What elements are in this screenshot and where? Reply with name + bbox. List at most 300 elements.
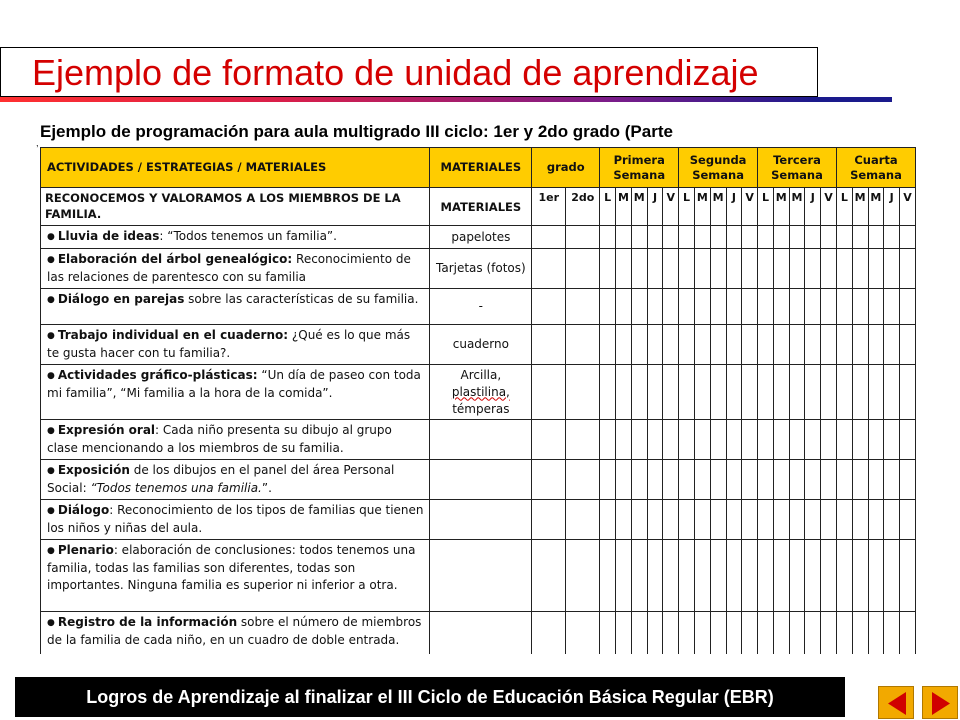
header-week-3: Tercera Semana [758,148,837,188]
day-cell: M [631,188,647,226]
schedule-cell [852,249,868,289]
activity-lead: Exposición [57,463,130,477]
schedule-cell [616,249,632,289]
schedule-cell [710,226,726,249]
schedule-cell [789,420,805,460]
schedule-cell [868,365,884,420]
schedule-cell [532,365,566,420]
schedule-cell [647,325,663,365]
schedule-cell [694,460,710,500]
bullet-icon: ● [47,426,55,436]
schedule-cell [805,249,821,289]
schedule-cell [566,612,600,655]
schedule-cell [742,249,758,289]
schedule-cell [852,612,868,655]
schedule-cell [821,325,837,365]
schedule-cell [805,226,821,249]
schedule-cell [789,460,805,500]
activity-italic: “Todos tenemos una familia. [90,481,262,495]
activity-description: sobre el número de miembros de la familia de cada niño, en un cuadro de doble entrada. [47,615,422,647]
schedule-cell [647,365,663,420]
day-cell: L [758,188,774,226]
schedule-cell [758,612,774,655]
schedule-cell [868,289,884,325]
activity-tail: ”. [261,481,272,495]
schedule-cell [694,325,710,365]
schedule-cell [710,460,726,500]
schedule-cell [631,500,647,540]
day-cell: L [679,188,695,226]
schedule-cell [900,289,916,325]
bullet-icon: ● [47,466,55,476]
schedule-cell [868,325,884,365]
schedule-cell [836,226,852,249]
schedule-cell [647,226,663,249]
schedule-cell [566,365,600,420]
schedule-cell [821,460,837,500]
day-cell: L [836,188,852,226]
schedule-cell [600,365,616,420]
activity-lead: Plenario [57,543,114,557]
schedule-cell [726,500,742,540]
schedule-cell [726,420,742,460]
schedule-cell [836,365,852,420]
schedule-cell [694,612,710,655]
schedule-cell [884,612,900,655]
schedule-cell [694,226,710,249]
schedule-cell [884,325,900,365]
schedule-cell [852,289,868,325]
schedule-cell [758,289,774,325]
header-week-4: Cuarta Semana [836,148,915,188]
table-row [41,612,916,655]
day-cell: M [773,188,789,226]
schedule-cell [742,540,758,612]
schedule-cell [758,325,774,365]
schedule-cell [679,249,695,289]
schedule-cell [663,325,679,365]
schedule-cell [852,226,868,249]
schedule-cell [616,365,632,420]
schedule-cell [900,249,916,289]
subheader-materials: MATERIALES [430,188,532,226]
schedule-cell [789,365,805,420]
schedule-cell [836,289,852,325]
activity-cell [41,500,430,540]
material-cell: Tarjetas (fotos) [430,249,532,289]
schedule-cell [647,612,663,655]
activity-description: sobre las características de su familia. [184,292,419,306]
bullet-icon: ● [47,618,55,628]
schedule-cell [884,226,900,249]
title-underline [0,97,818,102]
day-cell: V [663,188,679,226]
activity-description: Reconocimiento de las relaciones de parentesco con su familia [47,252,411,284]
bullet-icon: ● [47,371,55,381]
schedule-cell [821,540,837,612]
schedule-cell [600,420,616,460]
material-cell [430,612,532,655]
schedule-cell [631,612,647,655]
schedule-cell [710,420,726,460]
schedule-cell [532,325,566,365]
schedule-cell [679,365,695,420]
schedule-cell [852,420,868,460]
schedule-cell [900,460,916,500]
schedule-cell [758,249,774,289]
schedule-cell [631,420,647,460]
material-line: témperas [452,401,510,416]
header-week-2: Segunda Semana [679,148,758,188]
schedule-cell [900,420,916,460]
material-cell: papelotes [430,226,532,249]
schedule-cell [789,325,805,365]
schedule-cell [566,460,600,500]
day-cell: J [726,188,742,226]
slide-subtitle: Ejemplo de programación para aula multigrado III ciclo: 1er y 2do grado (Parte [40,122,673,141]
activity-cell [41,420,430,460]
schedule-cell [616,289,632,325]
schedule-cell [868,420,884,460]
header-activities: ACTIVIDADES / ESTRATEGIAS / MATERIALES [41,148,430,188]
table-row [41,289,916,325]
material-cell: - [430,289,532,325]
schedule-cell [884,289,900,325]
table-row [41,249,916,289]
schedule-cell [852,500,868,540]
schedule-cell [773,249,789,289]
schedule-cell [742,289,758,325]
schedule-cell [600,612,616,655]
schedule-cell [900,500,916,540]
day-cell: L [600,188,616,226]
day-cell: M [694,188,710,226]
schedule-cell [900,540,916,612]
schedule-cell [836,249,852,289]
schedule-cell [710,612,726,655]
schedule-cell [647,249,663,289]
schedule-cell [773,289,789,325]
schedule-cell [566,325,600,365]
schedule-cell [836,540,852,612]
schedule-cell [758,420,774,460]
schedule-cell [532,540,566,612]
schedule-cell [532,420,566,460]
schedule-cell [663,460,679,500]
material-cell [430,420,532,460]
next-slide-button[interactable] [922,686,958,719]
schedule-cell [758,460,774,500]
day-cell: M [852,188,868,226]
activity-lead: Diálogo en parejas [57,292,185,306]
activity-description: : Cada niño presenta su dibujo al grupo clase mencionando a los miembros de su familia. [47,423,392,455]
schedule-cell [805,460,821,500]
schedule-cell [566,420,600,460]
activity-description: “Un día de paseo con toda mi familia”, “Mi familia a la hora de la comida”. [47,368,421,400]
table-row [41,365,916,420]
day-cell: M [789,188,805,226]
schedule-cell [663,540,679,612]
schedule-cell [773,420,789,460]
grade-1er: 1er [532,188,566,226]
schedule-cell [742,365,758,420]
schedule-cell [821,612,837,655]
slide-title: Ejemplo de formato de unidad de aprendizaje [32,52,759,93]
schedule-cell [868,540,884,612]
schedule-cell [805,500,821,540]
schedule-cell [600,500,616,540]
schedule-cell [532,500,566,540]
schedule-cell [884,460,900,500]
schedule-cell [616,500,632,540]
schedule-cell [884,365,900,420]
schedule-cell [852,460,868,500]
schedule-cell [868,460,884,500]
activity-lead: Registro de la información [57,615,238,629]
schedule-cell [821,249,837,289]
activity-description: : elaboración de conclusiones: todos tenemos una familia, todas las familias son diferentes, todas son importantes. Ninguna familia es superior ni inferior a otra. [47,543,416,592]
activity-cell [41,612,430,655]
schedule-cell [836,420,852,460]
schedule-cell [532,612,566,655]
grade-2do: 2do [566,188,600,226]
schedule-cell [805,540,821,612]
schedule-cell [710,325,726,365]
schedule-cell [868,500,884,540]
schedule-cell [789,289,805,325]
schedule-cell [868,226,884,249]
schedule-cell [805,325,821,365]
schedule-cell [631,249,647,289]
schedule-cell [600,226,616,249]
schedule-cell [789,540,805,612]
schedule-cell [726,325,742,365]
schedule-cell [758,226,774,249]
schedule-cell [647,540,663,612]
schedule-cell [742,612,758,655]
schedule-cell [616,226,632,249]
schedule-cell [868,249,884,289]
schedule-cell [694,540,710,612]
schedule-cell [805,612,821,655]
table-header-row [41,148,916,188]
schedule-cell [600,249,616,289]
schedule-cell [726,289,742,325]
schedule-cell [694,365,710,420]
activity-lead: Expresión oral [57,423,156,437]
header-week-1: Primera Semana [600,148,679,188]
schedule-cell [647,289,663,325]
schedule-cell [821,420,837,460]
schedule-cell [852,365,868,420]
activity-cell [41,249,430,289]
schedule-cell [884,420,900,460]
bullet-icon: ● [47,232,55,242]
arrow-left-icon [879,687,915,720]
schedule-cell [710,289,726,325]
day-cell: M [710,188,726,226]
schedule-cell [566,500,600,540]
activity-lead: Actividades gráfico-plásticas: [57,368,258,382]
schedule-cell [773,460,789,500]
activity-cell [41,226,430,249]
schedule-cell [758,365,774,420]
schedule-cell [805,420,821,460]
schedule-cell [821,500,837,540]
header-materials: MATERIALES [430,148,532,188]
schedule-cell [773,540,789,612]
activity-description: : Reconocimiento de los tipos de familias que tienen los niños y niñas del aula. [47,503,424,535]
schedule-cell [742,460,758,500]
schedule-cell [742,500,758,540]
schedule-cell [616,420,632,460]
schedule-cell [836,612,852,655]
schedule-cell [773,325,789,365]
material-cell [430,500,532,540]
schedule-cell [616,612,632,655]
schedule-cell [663,289,679,325]
schedule-cell [631,540,647,612]
bullet-icon: ● [47,546,55,556]
table-row [41,460,916,500]
activity-cell [41,289,430,325]
schedule-cell [900,365,916,420]
day-cell: J [805,188,821,226]
bullet-icon: ● [47,331,55,341]
schedule-cell [679,612,695,655]
schedule-cell [726,612,742,655]
schedule-cell [679,226,695,249]
activity-lead: Elaboración del árbol genealógico: [57,252,293,266]
schedule-cell [600,325,616,365]
schedule-cell [726,365,742,420]
material-cell: cuaderno [430,325,532,365]
schedule-cell [532,226,566,249]
table-row [41,420,916,460]
day-cell: V [821,188,837,226]
schedule-cell [710,500,726,540]
schedule-cell [758,540,774,612]
schedule-cell [758,500,774,540]
title-accent-bar [816,97,892,102]
schedule-cell [710,540,726,612]
schedule-cell [884,540,900,612]
bullet-icon: ● [47,506,55,516]
schedule-cell [647,420,663,460]
footer-bar [15,677,845,717]
activity-description: ¿Qué es lo que más te gusta hacer con tu familia?. [47,328,411,360]
schedule-cell [631,289,647,325]
schedule-cell [868,612,884,655]
schedule-cell [821,289,837,325]
schedule-cell [773,365,789,420]
schedule-cell [647,460,663,500]
schedule-cell [836,325,852,365]
schedule-cell [566,249,600,289]
schedule-cell [742,420,758,460]
stray-mark: , [36,138,39,148]
previous-slide-button[interactable] [878,686,914,719]
schedule-cell [663,612,679,655]
day-cell: M [616,188,632,226]
schedule-cell [789,226,805,249]
schedule-cell [631,365,647,420]
schedule-cell [600,460,616,500]
schedule-cell [679,540,695,612]
material-cell [430,540,532,612]
material-cell [430,460,532,500]
schedule-cell [836,460,852,500]
schedule-cell [710,365,726,420]
schedule-cell [631,460,647,500]
schedule-cell [805,365,821,420]
schedule-cell [836,500,852,540]
schedule-cell [694,289,710,325]
table-row [41,226,916,249]
schedule-cell [532,460,566,500]
activity-lead: Diálogo [57,503,110,517]
schedule-cell [773,612,789,655]
schedule-cell [694,500,710,540]
day-cell: J [647,188,663,226]
material-line: plastilina, [451,384,510,399]
schedule-cell [789,249,805,289]
schedule-cell [805,289,821,325]
schedule-cell [616,540,632,612]
schedule-cell [679,460,695,500]
bullet-icon: ● [47,255,55,265]
schedule-cell [679,325,695,365]
schedule-cell [726,460,742,500]
schedule-cell [663,226,679,249]
activity-lead: Lluvia de ideas [57,229,160,243]
material-cell [430,365,532,420]
activity-description: de los dibujos en el panel del área Personal Social: [47,463,395,495]
schedule-cell [710,249,726,289]
schedule-cell [532,249,566,289]
schedule-cell [900,226,916,249]
day-cell: J [884,188,900,226]
schedule-cell [789,500,805,540]
schedule-cell [663,365,679,420]
schedule-cell [663,500,679,540]
schedule-cell [694,420,710,460]
schedule-cell [742,325,758,365]
schedule-cell [647,500,663,540]
day-cell: V [742,188,758,226]
activity-cell [41,325,430,365]
activity-cell [41,460,430,500]
footer-text: Logros de Aprendizaje al finalizar el III Ciclo de Educación Básica Regular (EBR) [86,687,774,707]
schedule-cell [852,325,868,365]
activity-cell [41,540,430,612]
schedule-cell [566,289,600,325]
schedule-cell [600,289,616,325]
schedule-cell [566,540,600,612]
schedule-cell [726,226,742,249]
schedule-cell [852,540,868,612]
schedule-cell [616,325,632,365]
schedule-cell [821,365,837,420]
arrow-right-icon [923,687,959,720]
schedule-cell [726,249,742,289]
schedule-cell [663,420,679,460]
schedule-cell [742,226,758,249]
schedule-cell [631,325,647,365]
unit-title: RECONOCEMOS Y VALORAMOS A LOS MIEMBROS DE LA FAMILIA. [41,188,430,226]
programming-table-viewport [36,140,916,654]
activity-cell [41,365,430,420]
